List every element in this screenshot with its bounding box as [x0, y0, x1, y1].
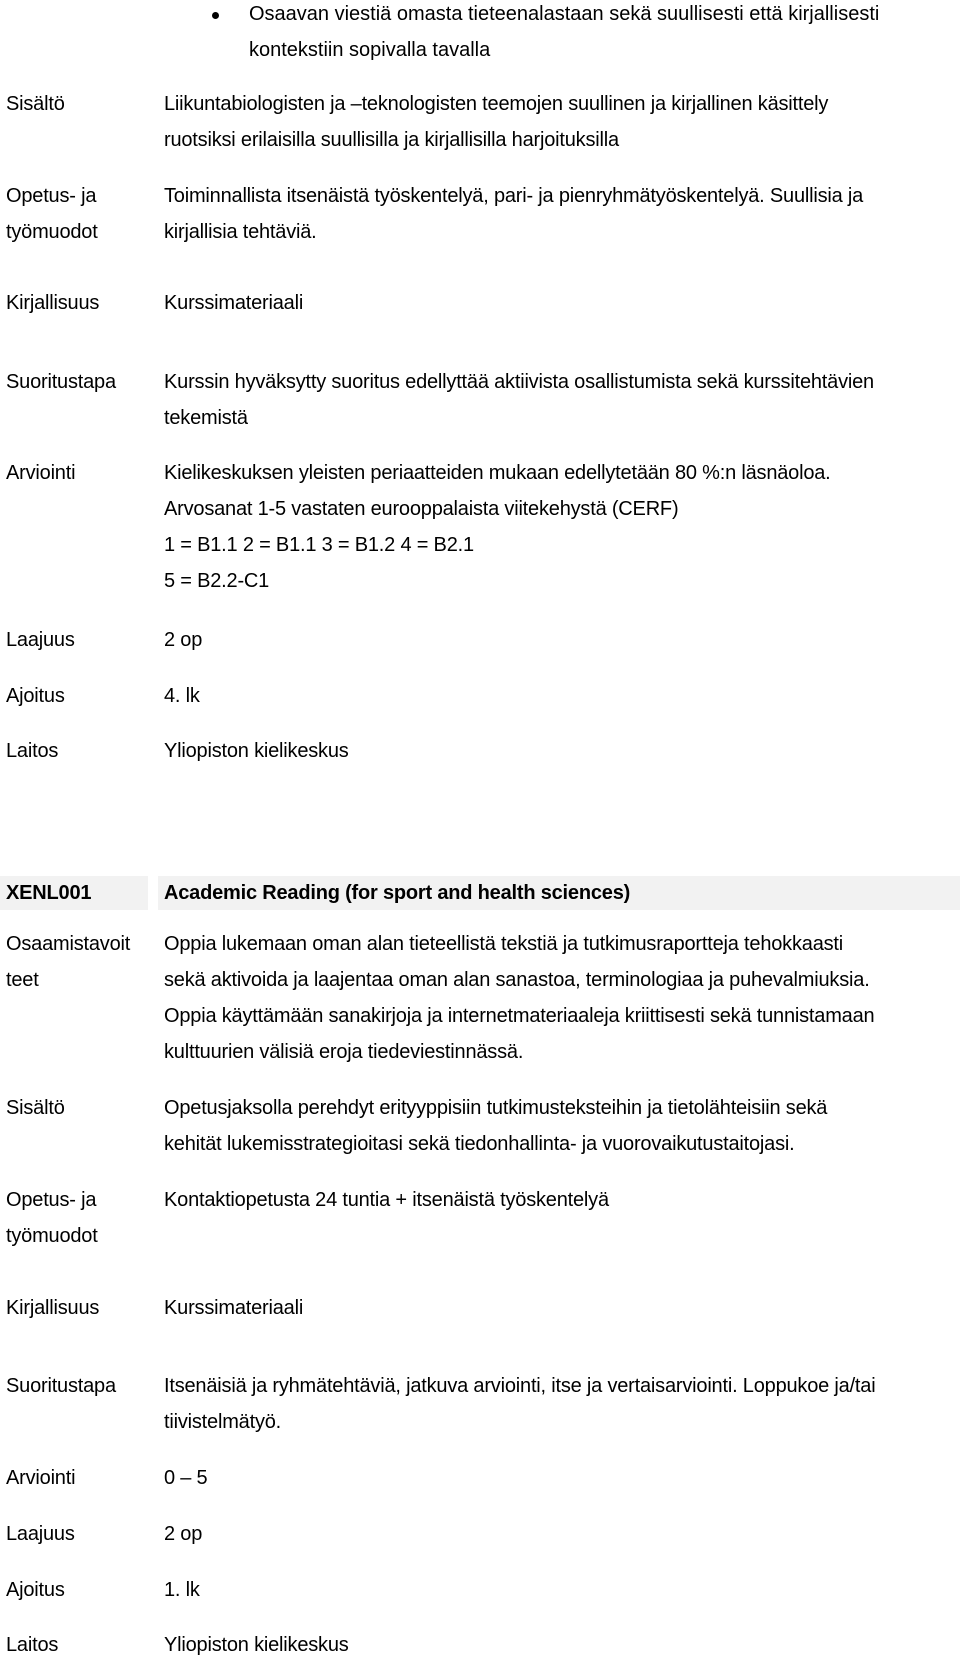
- bullet-icon: [212, 12, 219, 19]
- sisalto-label: Sisältö: [6, 93, 65, 115]
- opetus-label: Opetus- ja työmuodot: [6, 1189, 98, 1247]
- laajuus-value: 2 op: [164, 629, 203, 651]
- course-title: Academic Reading (for sport and health sciences): [164, 882, 631, 904]
- bullet-item: [249, 0, 949, 68]
- kirjallisuus-value: Kurssimateriaali: [164, 292, 304, 314]
- osaamistavoitteet-value: Oppia lukemaan oman alan tieteellistä tekstiä ja tutkimusraportteja tehokkaasti sekä aktivoida ja laajentaa oman alan sanastoa, terminologiaa ja puhevalmiuksia. Oppia käyttämään sanakirjoja ja internetmateriaaleja kriittisesti sekä tunnistamaan kulttuurien välisiä eroja tiedeviestinnässä.: [164, 933, 875, 1063]
- kirjallisuus-value: Kurssimateriaali: [164, 1297, 304, 1319]
- suoritustapa-label: Suoritustapa: [6, 371, 116, 393]
- laajuus-label: Laajuus: [6, 629, 75, 651]
- sisalto-value: Opetusjaksolla perehdyt erityyppisiin tutkimusteksteihin ja tietolähteisiin sekä kehität lukemisstrategioitasi sekä tiedonhallinta- ja vuorovaikutustaitojasi.: [164, 1097, 828, 1155]
- laajuus-value: 2 op: [164, 1523, 203, 1545]
- laajuus-label: Laajuus: [6, 1523, 75, 1545]
- ajoitus-label: Ajoitus: [6, 1579, 65, 1601]
- opetus-value: Toiminnallista itsenäistä työskentelyä, pari- ja pienryhmätyöskentelyä. Suullisia ja kirjallisia tehtäviä.: [164, 185, 864, 243]
- kirjallisuus-label: Kirjallisuus: [6, 292, 100, 314]
- kirjallisuus-label: Kirjallisuus: [6, 1297, 100, 1319]
- sisalto-value: Liikuntabiologisten ja –teknologisten teemojen suullinen ja kirjallinen käsittely ruotsiksi erilaisilla suullisilla ja kirjallisilla harjoituksilla: [164, 93, 829, 151]
- arviointi-value: 0 – 5: [164, 1467, 208, 1489]
- opetus-label: Opetus- ja työmuodot: [6, 185, 98, 243]
- osaamistavoitteet-label: Osaamistavoit teet: [6, 933, 131, 991]
- arviointi-label: Arviointi: [6, 462, 76, 484]
- arviointi-label: Arviointi: [6, 1467, 76, 1489]
- bullet-line: kontekstiin sopivalla tavalla: [249, 39, 491, 61]
- arviointi-value: Kielikeskuksen yleisten periaatteiden mukaan edellytetään 80 %:n läsnäoloa. Arvosanat 1-5 vastaten eurooppalaista viitekehystä (CERF) 1 = B1.1 2 = B1.1 3 = B1.2 4 = B2.1 5 = B2.2-C1: [164, 462, 831, 592]
- course-code: XENL001: [6, 882, 92, 904]
- opetus-value: Kontaktiopetusta 24 tuntia + itsenäistä työskentelyä: [164, 1189, 609, 1211]
- laitos-label: Laitos: [6, 740, 59, 762]
- laitos-value: Yliopiston kielikeskus: [164, 740, 349, 762]
- suoritustapa-value: Itsenäisiä ja ryhmätehtäviä, jatkuva arviointi, itse ja vertaisarviointi. Loppukoe ja/tai tiivistelmätyö.: [164, 1375, 876, 1433]
- laitos-label: Laitos: [6, 1634, 59, 1656]
- ajoitus-label: Ajoitus: [6, 685, 65, 707]
- ajoitus-value: 4. lk: [164, 685, 200, 707]
- sisalto-label: Sisältö: [6, 1097, 65, 1119]
- ajoitus-value: 1. lk: [164, 1579, 200, 1601]
- suoritustapa-value: Kurssin hyväksytty suoritus edellyttää aktiivista osallistumista sekä kurssitehtävien tekemistä: [164, 371, 874, 429]
- bullet-line: Osaavan viestiä omasta tieteenalastaan sekä suullisesti että kirjallisesti: [249, 3, 880, 25]
- laitos-value: Yliopiston kielikeskus: [164, 1634, 349, 1656]
- suoritustapa-label: Suoritustapa: [6, 1375, 116, 1397]
